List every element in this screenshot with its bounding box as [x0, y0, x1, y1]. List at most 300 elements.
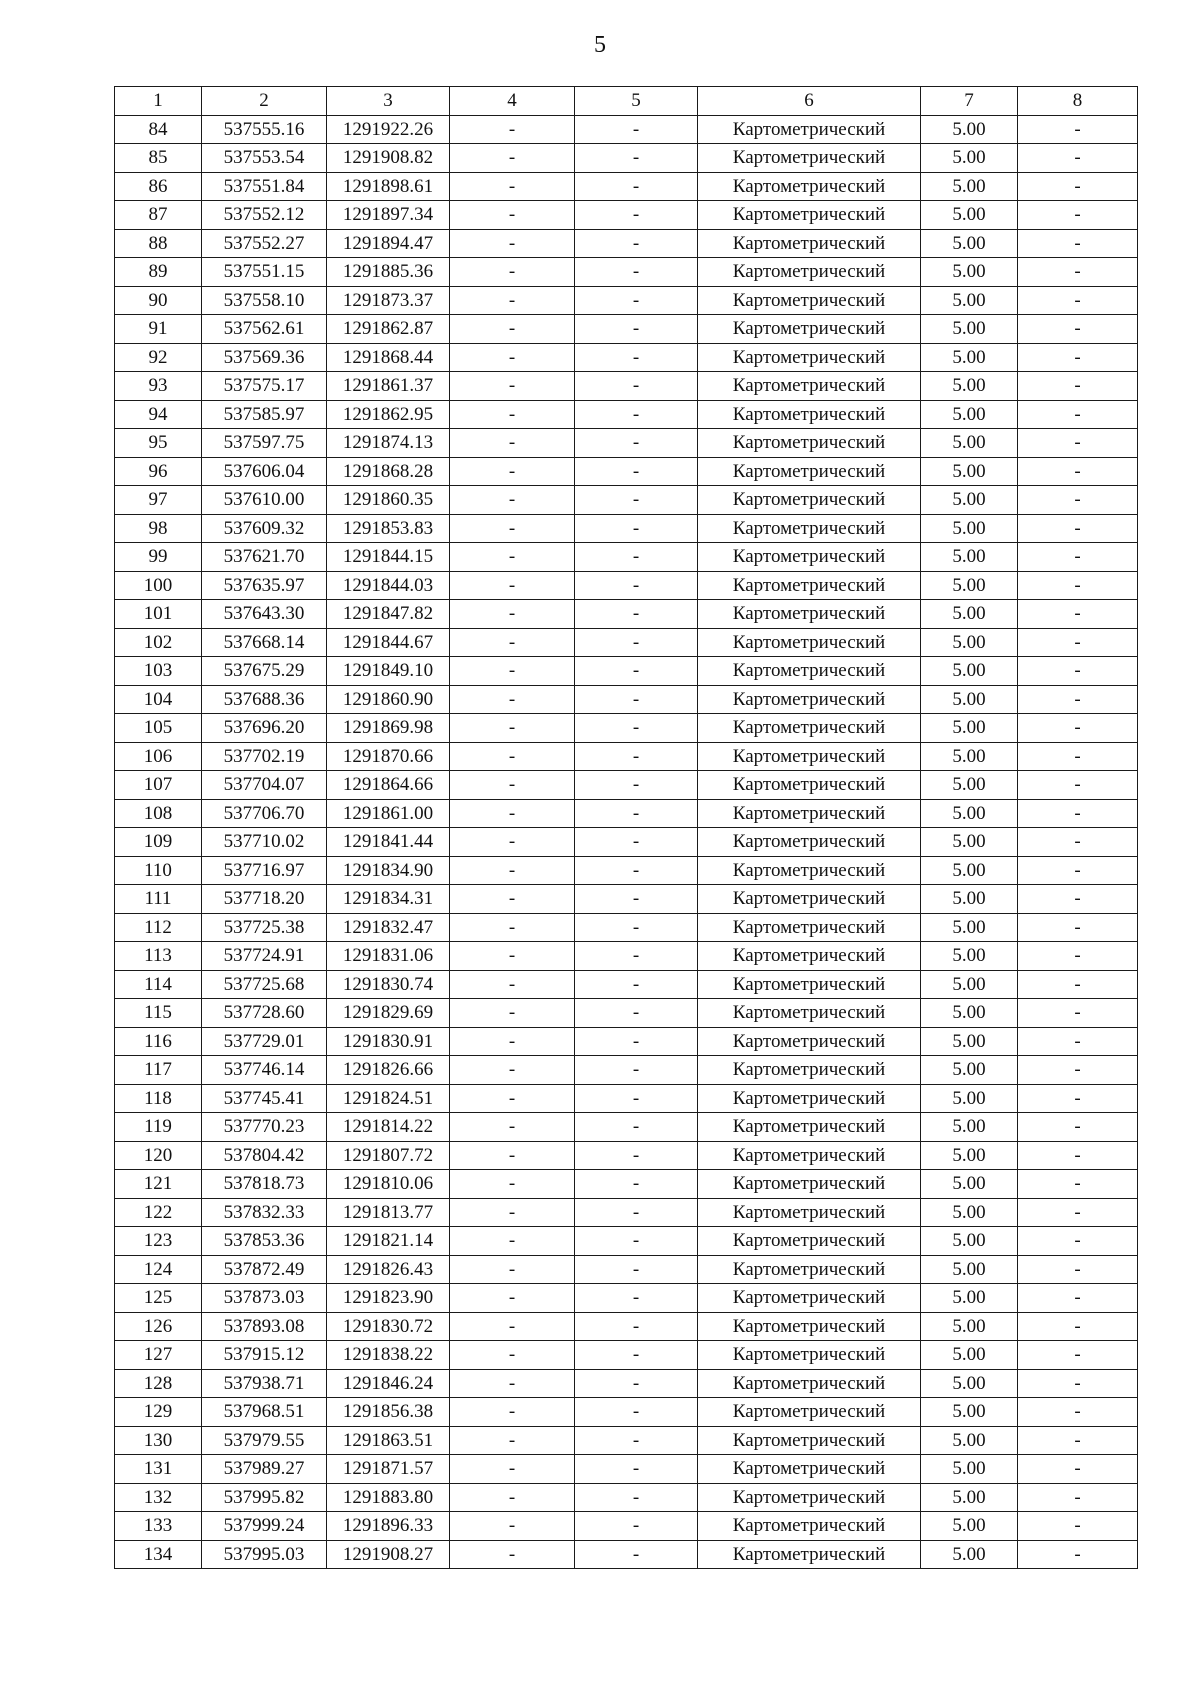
table-row: [115, 1455, 1138, 1484]
cell-col-8: -: [1018, 514, 1138, 543]
table-row: [115, 343, 1138, 372]
cell-method: Картометрический: [698, 571, 921, 600]
cell-col-5: -: [575, 913, 698, 942]
table-row: [115, 1483, 1138, 1512]
table-row: [115, 714, 1138, 743]
header-row: [115, 87, 1138, 116]
cell-col-5: -: [575, 1341, 698, 1370]
cell-y-coordinate: 1291862.87: [327, 315, 450, 344]
cell-col-4: -: [450, 1483, 575, 1512]
cell-method: Картометрический: [698, 115, 921, 144]
cell-col-8: -: [1018, 828, 1138, 857]
cell-y-coordinate: 1291871.57: [327, 1455, 450, 1484]
cell-x-coordinate: 537585.97: [202, 400, 327, 429]
cell-point-number: 98: [115, 514, 202, 543]
cell-col-4: -: [450, 1227, 575, 1256]
cell-x-coordinate: 537610.00: [202, 486, 327, 515]
cell-accuracy: 5.00: [921, 115, 1018, 144]
cell-accuracy: 5.00: [921, 1312, 1018, 1341]
cell-col-4: -: [450, 457, 575, 486]
cell-x-coordinate: 537804.42: [202, 1141, 327, 1170]
cell-point-number: 116: [115, 1027, 202, 1056]
cell-accuracy: 5.00: [921, 1227, 1018, 1256]
cell-accuracy: 5.00: [921, 457, 1018, 486]
cell-accuracy: 5.00: [921, 1483, 1018, 1512]
cell-x-coordinate: 537552.27: [202, 229, 327, 258]
cell-col-8: -: [1018, 1426, 1138, 1455]
cell-col-5: -: [575, 1455, 698, 1484]
cell-col-8: -: [1018, 144, 1138, 173]
cell-point-number: 95: [115, 429, 202, 458]
cell-point-number: 128: [115, 1369, 202, 1398]
table-row: [115, 172, 1138, 201]
cell-accuracy: 5.00: [921, 201, 1018, 230]
cell-method: Картометрический: [698, 1398, 921, 1427]
table-row: [115, 1084, 1138, 1113]
cell-point-number: 113: [115, 942, 202, 971]
cell-col-5: -: [575, 799, 698, 828]
cell-col-8: -: [1018, 1084, 1138, 1113]
table-row: [115, 315, 1138, 344]
cell-y-coordinate: 1291830.74: [327, 970, 450, 999]
cell-col-5: -: [575, 1198, 698, 1227]
cell-point-number: 104: [115, 685, 202, 714]
cell-x-coordinate: 537938.71: [202, 1369, 327, 1398]
cell-col-5: -: [575, 600, 698, 629]
cell-col-5: -: [575, 315, 698, 344]
cell-method: Картометрический: [698, 172, 921, 201]
table-row: [115, 1056, 1138, 1085]
cell-col-8: -: [1018, 1198, 1138, 1227]
cell-x-coordinate: 537552.12: [202, 201, 327, 230]
cell-col-8: -: [1018, 885, 1138, 914]
cell-col-4: -: [450, 486, 575, 515]
cell-col-5: -: [575, 1483, 698, 1512]
cell-x-coordinate: 537995.82: [202, 1483, 327, 1512]
cell-col-5: -: [575, 970, 698, 999]
table-row: [115, 1141, 1138, 1170]
cell-x-coordinate: 537770.23: [202, 1113, 327, 1142]
cell-col-4: -: [450, 799, 575, 828]
cell-method: Картометрический: [698, 1341, 921, 1370]
cell-point-number: 84: [115, 115, 202, 144]
cell-col-4: -: [450, 1170, 575, 1199]
page-number: 5: [594, 32, 606, 58]
cell-y-coordinate: 1291853.83: [327, 514, 450, 543]
cell-method: Картометрический: [698, 229, 921, 258]
cell-method: Картометрический: [698, 343, 921, 372]
cell-col-8: -: [1018, 856, 1138, 885]
cell-method: Картометрический: [698, 1255, 921, 1284]
cell-x-coordinate: 537551.84: [202, 172, 327, 201]
cell-y-coordinate: 1291868.28: [327, 457, 450, 486]
cell-accuracy: 5.00: [921, 1455, 1018, 1484]
table-row: [115, 543, 1138, 572]
cell-col-4: -: [450, 999, 575, 1028]
cell-method: Картометрический: [698, 543, 921, 572]
cell-point-number: 111: [115, 885, 202, 914]
cell-col-4: -: [450, 1198, 575, 1227]
cell-accuracy: 5.00: [921, 1398, 1018, 1427]
cell-x-coordinate: 537606.04: [202, 457, 327, 486]
cell-y-coordinate: 1291873.37: [327, 286, 450, 315]
table-row: [115, 1312, 1138, 1341]
cell-col-8: -: [1018, 229, 1138, 258]
cell-col-8: -: [1018, 1284, 1138, 1313]
table-row: [115, 970, 1138, 999]
header-cell-7: 7: [921, 87, 1018, 116]
cell-method: Картометрический: [698, 942, 921, 971]
cell-x-coordinate: 537989.27: [202, 1455, 327, 1484]
cell-x-coordinate: 537968.51: [202, 1398, 327, 1427]
cell-col-5: -: [575, 1426, 698, 1455]
cell-col-8: -: [1018, 970, 1138, 999]
cell-col-8: -: [1018, 1056, 1138, 1085]
cell-y-coordinate: 1291874.13: [327, 429, 450, 458]
cell-col-5: -: [575, 486, 698, 515]
cell-col-5: -: [575, 942, 698, 971]
cell-x-coordinate: 537643.30: [202, 600, 327, 629]
cell-method: Картометрический: [698, 799, 921, 828]
cell-col-5: -: [575, 571, 698, 600]
table-row: [115, 657, 1138, 686]
cell-col-8: -: [1018, 115, 1138, 144]
cell-x-coordinate: 537635.97: [202, 571, 327, 600]
cell-col-4: -: [450, 1027, 575, 1056]
cell-col-5: -: [575, 343, 698, 372]
cell-col-4: -: [450, 714, 575, 743]
cell-accuracy: 5.00: [921, 628, 1018, 657]
cell-col-8: -: [1018, 1369, 1138, 1398]
table-row: [115, 1398, 1138, 1427]
cell-y-coordinate: 1291834.31: [327, 885, 450, 914]
cell-col-5: -: [575, 1141, 698, 1170]
cell-y-coordinate: 1291856.38: [327, 1398, 450, 1427]
cell-y-coordinate: 1291849.10: [327, 657, 450, 686]
table-row: [115, 201, 1138, 230]
cell-x-coordinate: 537555.16: [202, 115, 327, 144]
cell-x-coordinate: 537710.02: [202, 828, 327, 857]
cell-col-8: -: [1018, 657, 1138, 686]
cell-col-8: -: [1018, 1341, 1138, 1370]
cell-col-5: -: [575, 429, 698, 458]
cell-method: Картометрический: [698, 600, 921, 629]
cell-accuracy: 5.00: [921, 1426, 1018, 1455]
cell-point-number: 88: [115, 229, 202, 258]
cell-col-4: -: [450, 229, 575, 258]
cell-x-coordinate: 537725.38: [202, 913, 327, 942]
cell-col-5: -: [575, 1284, 698, 1313]
cell-y-coordinate: 1291831.06: [327, 942, 450, 971]
cell-y-coordinate: 1291860.90: [327, 685, 450, 714]
cell-col-4: -: [450, 628, 575, 657]
cell-y-coordinate: 1291830.72: [327, 1312, 450, 1341]
cell-accuracy: 5.00: [921, 486, 1018, 515]
cell-col-8: -: [1018, 1512, 1138, 1541]
table-row: [115, 885, 1138, 914]
cell-method: Картометрический: [698, 1084, 921, 1113]
cell-point-number: 130: [115, 1426, 202, 1455]
cell-col-8: -: [1018, 372, 1138, 401]
cell-col-8: -: [1018, 400, 1138, 429]
cell-accuracy: 5.00: [921, 1198, 1018, 1227]
cell-method: Картометрический: [698, 657, 921, 686]
cell-x-coordinate: 537569.36: [202, 343, 327, 372]
cell-col-8: -: [1018, 543, 1138, 572]
cell-col-4: -: [450, 1455, 575, 1484]
cell-col-8: -: [1018, 486, 1138, 515]
cell-y-coordinate: 1291908.27: [327, 1540, 450, 1569]
cell-col-8: -: [1018, 628, 1138, 657]
cell-col-5: -: [575, 115, 698, 144]
cell-method: Картометрический: [698, 1141, 921, 1170]
cell-col-4: -: [450, 1084, 575, 1113]
cell-col-4: -: [450, 1284, 575, 1313]
cell-col-4: -: [450, 258, 575, 287]
cell-y-coordinate: 1291807.72: [327, 1141, 450, 1170]
cell-accuracy: 5.00: [921, 1369, 1018, 1398]
cell-col-5: -: [575, 742, 698, 771]
cell-y-coordinate: 1291894.47: [327, 229, 450, 258]
table-row: [115, 486, 1138, 515]
cell-col-5: -: [575, 1227, 698, 1256]
table-row: [115, 1284, 1138, 1313]
cell-y-coordinate: 1291862.95: [327, 400, 450, 429]
cell-y-coordinate: 1291870.66: [327, 742, 450, 771]
table-row: [115, 457, 1138, 486]
cell-point-number: 132: [115, 1483, 202, 1512]
cell-point-number: 125: [115, 1284, 202, 1313]
cell-method: Картометрический: [698, 1170, 921, 1199]
cell-method: Картометрический: [698, 457, 921, 486]
header-cell-4: 4: [450, 87, 575, 116]
table-header: [115, 87, 1138, 116]
cell-col-8: -: [1018, 1540, 1138, 1569]
cell-col-4: -: [450, 1056, 575, 1085]
cell-y-coordinate: 1291868.44: [327, 343, 450, 372]
cell-method: Картометрический: [698, 1113, 921, 1142]
cell-col-4: -: [450, 685, 575, 714]
cell-col-4: -: [450, 1398, 575, 1427]
cell-y-coordinate: 1291898.61: [327, 172, 450, 201]
cell-point-number: 133: [115, 1512, 202, 1541]
cell-col-5: -: [575, 1369, 698, 1398]
table-row: [115, 571, 1138, 600]
table-row: [115, 685, 1138, 714]
cell-y-coordinate: 1291869.98: [327, 714, 450, 743]
cell-point-number: 101: [115, 600, 202, 629]
cell-col-4: -: [450, 771, 575, 800]
table-row: [115, 999, 1138, 1028]
cell-col-4: -: [450, 828, 575, 857]
cell-col-4: -: [450, 172, 575, 201]
cell-method: Картометрический: [698, 742, 921, 771]
cell-point-number: 93: [115, 372, 202, 401]
cell-col-8: -: [1018, 742, 1138, 771]
cell-point-number: 105: [115, 714, 202, 743]
cell-col-4: -: [450, 1426, 575, 1455]
cell-col-5: -: [575, 1312, 698, 1341]
cell-col-5: -: [575, 885, 698, 914]
table-row: [115, 1540, 1138, 1569]
cell-col-8: -: [1018, 1483, 1138, 1512]
cell-col-5: -: [575, 628, 698, 657]
cell-col-5: -: [575, 1056, 698, 1085]
cell-point-number: 94: [115, 400, 202, 429]
cell-y-coordinate: 1291844.03: [327, 571, 450, 600]
cell-accuracy: 5.00: [921, 942, 1018, 971]
cell-accuracy: 5.00: [921, 1056, 1018, 1085]
cell-col-5: -: [575, 144, 698, 173]
header-cell-6: 6: [698, 87, 921, 116]
cell-point-number: 86: [115, 172, 202, 201]
cell-col-4: -: [450, 913, 575, 942]
cell-point-number: 109: [115, 828, 202, 857]
cell-x-coordinate: 537915.12: [202, 1341, 327, 1370]
cell-point-number: 127: [115, 1341, 202, 1370]
cell-y-coordinate: 1291861.00: [327, 799, 450, 828]
cell-col-8: -: [1018, 685, 1138, 714]
cell-point-number: 115: [115, 999, 202, 1028]
cell-x-coordinate: 537853.36: [202, 1227, 327, 1256]
cell-x-coordinate: 537558.10: [202, 286, 327, 315]
cell-col-5: -: [575, 1084, 698, 1113]
cell-col-5: -: [575, 1170, 698, 1199]
cell-accuracy: 5.00: [921, 856, 1018, 885]
cell-x-coordinate: 537688.36: [202, 685, 327, 714]
cell-y-coordinate: 1291922.26: [327, 115, 450, 144]
cell-col-5: -: [575, 714, 698, 743]
cell-accuracy: 5.00: [921, 1540, 1018, 1569]
cell-col-8: -: [1018, 714, 1138, 743]
table-row: [115, 600, 1138, 629]
cell-accuracy: 5.00: [921, 1027, 1018, 1056]
cell-col-8: -: [1018, 172, 1138, 201]
cell-point-number: 112: [115, 913, 202, 942]
cell-method: Картометрический: [698, 999, 921, 1028]
table-row: [115, 1512, 1138, 1541]
cell-y-coordinate: 1291834.90: [327, 856, 450, 885]
cell-x-coordinate: 537729.01: [202, 1027, 327, 1056]
cell-point-number: 106: [115, 742, 202, 771]
cell-col-8: -: [1018, 201, 1138, 230]
header-cell-8: 8: [1018, 87, 1138, 116]
cell-y-coordinate: 1291883.80: [327, 1483, 450, 1512]
cell-y-coordinate: 1291908.82: [327, 144, 450, 173]
table-row: [115, 799, 1138, 828]
cell-method: Картометрический: [698, 913, 921, 942]
cell-accuracy: 5.00: [921, 1141, 1018, 1170]
cell-method: Картометрический: [698, 771, 921, 800]
cell-col-5: -: [575, 1027, 698, 1056]
cell-x-coordinate: 537745.41: [202, 1084, 327, 1113]
cell-point-number: 99: [115, 543, 202, 572]
cell-point-number: 96: [115, 457, 202, 486]
cell-y-coordinate: 1291838.22: [327, 1341, 450, 1370]
cell-x-coordinate: 537668.14: [202, 628, 327, 657]
cell-x-coordinate: 537999.24: [202, 1512, 327, 1541]
table-row: [115, 429, 1138, 458]
cell-method: Картометрический: [698, 1483, 921, 1512]
cell-x-coordinate: 537718.20: [202, 885, 327, 914]
cell-method: Картометрический: [698, 429, 921, 458]
cell-x-coordinate: 537728.60: [202, 999, 327, 1028]
table-row: [115, 258, 1138, 287]
cell-col-4: -: [450, 1369, 575, 1398]
cell-accuracy: 5.00: [921, 286, 1018, 315]
cell-col-5: -: [575, 1540, 698, 1569]
cell-col-4: -: [450, 1341, 575, 1370]
cell-x-coordinate: 537725.68: [202, 970, 327, 999]
cell-method: Картометрический: [698, 286, 921, 315]
cell-col-4: -: [450, 144, 575, 173]
table-row: [115, 1426, 1138, 1455]
cell-point-number: 120: [115, 1141, 202, 1170]
cell-y-coordinate: 1291896.33: [327, 1512, 450, 1541]
cell-col-4: -: [450, 1540, 575, 1569]
cell-accuracy: 5.00: [921, 1341, 1018, 1370]
table-row: [115, 1369, 1138, 1398]
cell-col-4: -: [450, 942, 575, 971]
cell-y-coordinate: 1291861.37: [327, 372, 450, 401]
cell-col-8: -: [1018, 343, 1138, 372]
cell-method: Картометрический: [698, 1198, 921, 1227]
cell-col-8: -: [1018, 457, 1138, 486]
cell-x-coordinate: 537702.19: [202, 742, 327, 771]
cell-x-coordinate: 537597.75: [202, 429, 327, 458]
cell-x-coordinate: 537706.70: [202, 799, 327, 828]
table-row: [115, 856, 1138, 885]
cell-point-number: 122: [115, 1198, 202, 1227]
cell-col-5: -: [575, 771, 698, 800]
cell-method: Картометрический: [698, 258, 921, 287]
table-row: [115, 229, 1138, 258]
cell-col-4: -: [450, 372, 575, 401]
cell-accuracy: 5.00: [921, 1255, 1018, 1284]
cell-col-4: -: [450, 742, 575, 771]
table-row: [115, 514, 1138, 543]
cell-y-coordinate: 1291826.43: [327, 1255, 450, 1284]
cell-col-4: -: [450, 514, 575, 543]
cell-point-number: 85: [115, 144, 202, 173]
cell-col-4: -: [450, 1113, 575, 1142]
cell-col-5: -: [575, 229, 698, 258]
cell-method: Картометрический: [698, 685, 921, 714]
table-row: [115, 771, 1138, 800]
cell-x-coordinate: 537893.08: [202, 1312, 327, 1341]
cell-accuracy: 5.00: [921, 970, 1018, 999]
cell-point-number: 121: [115, 1170, 202, 1199]
cell-accuracy: 5.00: [921, 372, 1018, 401]
cell-y-coordinate: 1291860.35: [327, 486, 450, 515]
cell-col-4: -: [450, 429, 575, 458]
cell-accuracy: 5.00: [921, 799, 1018, 828]
cell-accuracy: 5.00: [921, 1084, 1018, 1113]
cell-col-8: -: [1018, 315, 1138, 344]
cell-method: Картометрический: [698, 1056, 921, 1085]
cell-y-coordinate: 1291885.36: [327, 258, 450, 287]
cell-method: Картометрический: [698, 400, 921, 429]
table-row: [115, 400, 1138, 429]
cell-method: Картометрический: [698, 514, 921, 543]
cell-col-4: -: [450, 315, 575, 344]
table-row: [115, 942, 1138, 971]
cell-accuracy: 5.00: [921, 999, 1018, 1028]
cell-accuracy: 5.00: [921, 343, 1018, 372]
cell-col-4: -: [450, 600, 575, 629]
cell-accuracy: 5.00: [921, 1284, 1018, 1313]
cell-method: Картометрический: [698, 828, 921, 857]
